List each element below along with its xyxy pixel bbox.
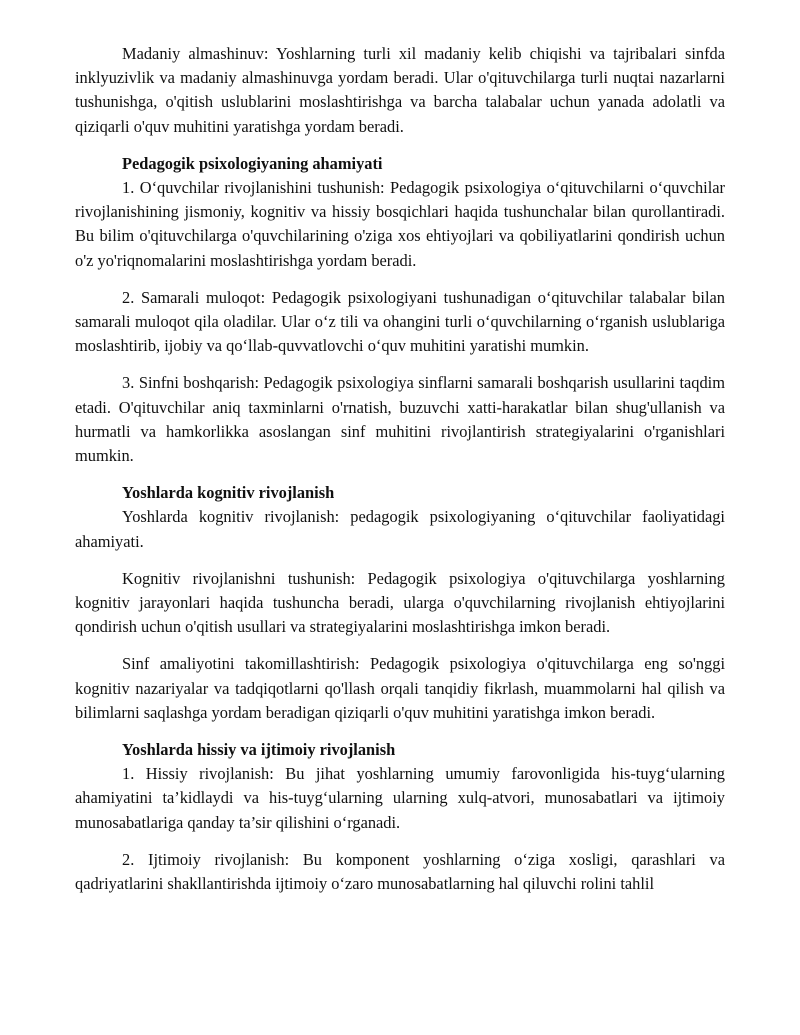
section-heading: Pedagogik psixologiyaning ahamiyati bbox=[122, 153, 383, 173]
body-paragraph: Sinf amaliyotini takomillashtirish: Pedagogik psixologiya o'qituvchilarga eng so'nggi kognitiv nazariyalar va tadqiqotlarni qo'llash orqali tanqidiy fikrlash, muammolarni hal qilish va bilimlarni saqlashga yordam beradigan qiziqarli o'quv muhitini yaratishga imkon beradi. bbox=[75, 654, 725, 722]
body-paragraph: 1. O‘quvchilar rivojlanishini tushunish: Pedagogik psixologiya o‘qituvchilarni o‘quvchilar rivojlanishining jismoniy, kognitiv va hissiy bosqichlari haqida tushunchalar bilan qurollantiradi. Bu bilim o'qituvchilarga o'quvchilarining o'ziga xos ehtiyojlari va qobiliyatlarini qondirish uchun o'z yo'riqnomalarini moslashtirishga yordam beradi. bbox=[75, 178, 725, 270]
body-paragraph: 3. Sinfni boshqarish: Pedagogik psixologiya sinflarni samarali boshqarish usullarini taqdim etadi. O'qituvchilar aniq taxminlarni o'rnatish, buzuvchi xatti-harakatlar bilan shug'ullanish va hurmatli va hamkorlikka asoslangan sinf muhitini rivojlantirish strategiyalarini o'rganishlari mumkin. bbox=[75, 373, 725, 466]
section-hissiy-ijtimoiy bbox=[75, 738, 725, 896]
document-page bbox=[75, 42, 725, 896]
section-heading: Yoshlarda kognitiv rivojlanish bbox=[122, 483, 335, 503]
body-paragraph: 2. Samarali muloqot: Pedagogik psixologiyani tushunadigan o‘qituvchilar talabalar bilan samarali muloqot qila oladilar. Ular o‘z tili va ohangini turli o‘quvchilarning o‘rganish uslublariga moslashtirib, ijobiy va qo‘llab-quvvatlovchi o‘quv muhitini yaratishi mumkin. bbox=[75, 287, 725, 356]
section-pedagogik-psixologiya bbox=[75, 152, 725, 468]
intro-paragraph: Madaniy almashinuv: Yoshlarning turli xil madaniy kelib chiqishi va tajribalari sinfda inklyuzivlik va madaniy almashinuvga yordam beradi. Ular o'qituvchilarga turli nuqtai nazarlarni tushunishga, o'qitish uslublarini moslashtirishga va barcha talabalar uchun yanada adolatli va qiziqarli o'quv muhitini yaratishga yordam beradi. bbox=[75, 44, 725, 136]
body-paragraph: Kognitiv rivojlanishni tushunish: Pedagogik psixologiya o'qituvchilarga yoshlarning kognitiv jarayonlari haqida tushuncha beradi, ularga o'quvchilarning rivojlanish ehtiyojlarini qondirish uchun o'qitish usullari va strategiyalarini moslashtirishga imkon beradi. bbox=[75, 568, 725, 637]
body-paragraph: 2. Ijtimoiy rivojlanish: Bu komponent yoshlarning o‘ziga xosligi, qarashlari va qadriyatlarini shakllantirishda ijtimoiy o‘zaro munosabatlarning hal qiluvchi rolini tahlil bbox=[75, 849, 725, 894]
section-kognitiv-rivojlanish bbox=[75, 481, 725, 725]
body-paragraph: Yoshlarda kognitiv rivojlanish: pedagogik psixologiyaning o‘qituvchilar faoliyatidagi ahamiyati. bbox=[75, 507, 725, 551]
section-heading: Yoshlarda hissiy va ijtimoiy rivojlanish bbox=[122, 740, 396, 760]
body-paragraph: 1. Hissiy rivojlanish: Bu jihat yoshlarning umumiy farovonligida his-tuyg‘ularning ahamiyatini ta’kidlaydi va his-tuyg‘ularning ularning xulq-atvori, munosabatlari va ijtimoiy munosabatlariga qanday ta’sir qilishini o‘rganadi. bbox=[75, 764, 725, 832]
